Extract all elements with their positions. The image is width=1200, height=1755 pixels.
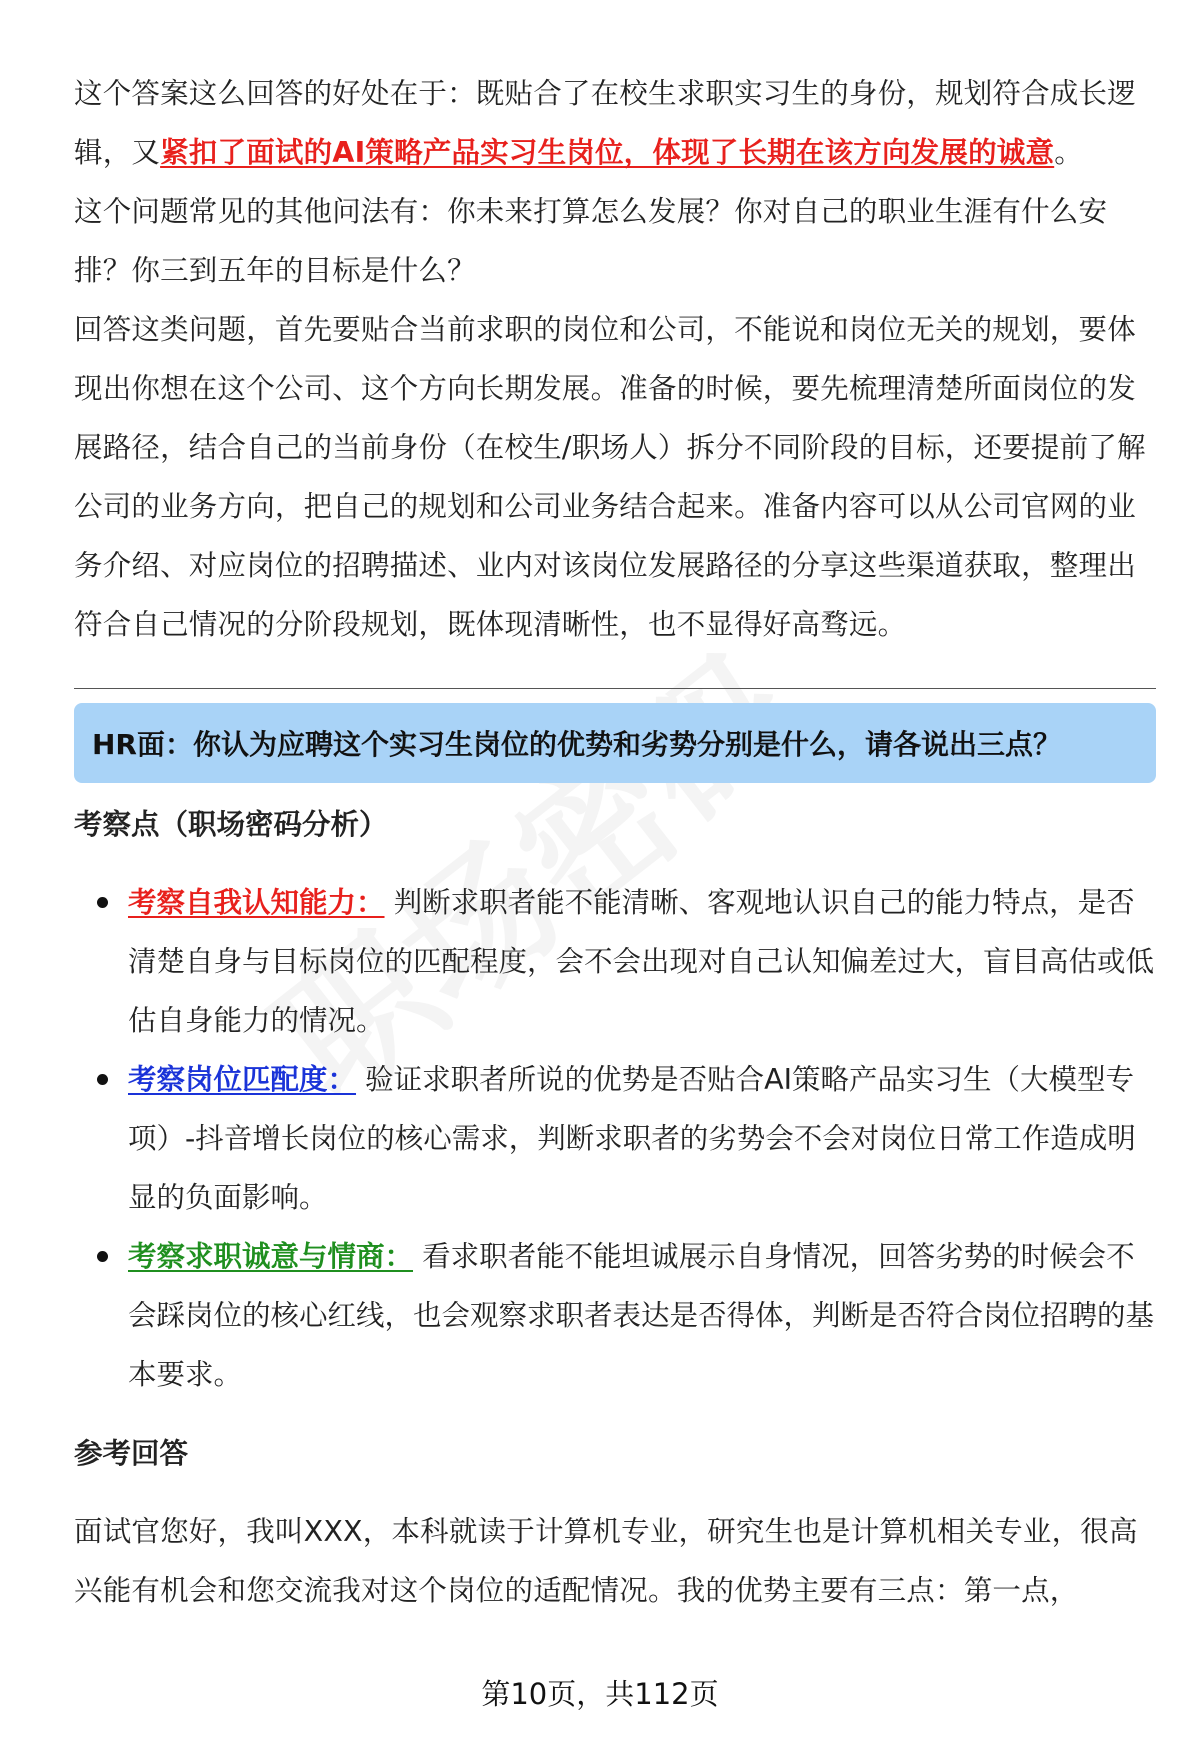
bullet-icon — [97, 1074, 108, 1085]
exam-points-heading: 考察点（职场密码分析） — [74, 808, 388, 841]
point-label-blue: 考察岗位匹配度： — [128, 1063, 357, 1096]
reference-paragraph: 面试官您好，我叫XXX，本科就读于计算机专业，研究生也是计算机相关专业，很高兴能有机会和您交流我对这个岗位的适配情况。我的优势主要有三点：第一点， — [74, 1515, 1138, 1607]
reference-heading: 参考回答 — [74, 1437, 189, 1470]
section-divider — [74, 688, 1156, 689]
intro-text-end: 。 — [1054, 136, 1083, 169]
intro-paragraph-3: 回答这类问题，首先要贴合当前求职的岗位和公司，不能说和岗位无关的规划，要体现出你想在这个公司、这个方向长期发展。准备的时候，要先梳理清楚所面岗位的发展路径，结合自己的当前身份（在校生/职场人）拆分不同阶段的目标，还要提前了解公司的业务方向，把自己的规划和公司业务结合起来。准备内容可以从公司官网的业务介绍、对应岗位的招聘描述、业内对该岗位发展路径的分享这些渠道获取，整理出符合自己情况的分阶段规划，既体现清晰性，也不显得好高骛远。 — [74, 313, 1146, 641]
point-text: 判断求职者能不能清晰、客观地认识自己的能力特点，是否清楚自身与目标岗位的匹配程度，会不会出现对自己认知偏差过大，盲目高估或低估自身能力的情况。 — [128, 886, 1155, 1037]
point-label-red: 考察自我认知能力： — [128, 886, 385, 919]
page-number-footer: 第10页，共112页 — [481, 1677, 719, 1711]
document-page — [74, 64, 1156, 1620]
list-item — [74, 1227, 1156, 1404]
point-label-green: 考察求职诚意与情商： — [128, 1240, 414, 1273]
point-text: 验证求职者所说的优势是否贴合AI策略产品实习生（大模型专项）-抖音增长岗位的核心需求，判断求职者的劣势会不会对岗位日常工作造成明显的负面影响。 — [128, 1063, 1136, 1214]
intro-paragraph-2: 这个问题常见的其他问法有：你未来打算怎么发展？你对自己的职业生涯有什么安排？你三到五年的目标是什么？ — [74, 195, 1108, 287]
question-box — [74, 703, 1156, 783]
question-text: HR面：你认为应聘这个实习生岗位的优势和劣势分别是什么，请各说出三点？ — [92, 728, 1061, 761]
bullet-icon — [97, 897, 108, 908]
exam-points-list — [74, 873, 1156, 1404]
highlight-text-red: 紧扣了面试的AI策略产品实习生岗位，体现了长期在该方向发展的诚意 — [160, 136, 1055, 169]
list-item — [74, 873, 1156, 1050]
bullet-icon — [97, 1251, 108, 1262]
point-text: 看求职者能不能坦诚展示自身情况，回答劣势的时候会不会踩岗位的核心红线，也会观察求职者表达是否得体，判断是否符合岗位招聘的基本要求。 — [128, 1240, 1155, 1391]
intro-paragraph-1 — [74, 64, 1156, 182]
list-item — [74, 1050, 1156, 1227]
intro-text: 这个答案这么回答的好处在于：既贴合了在校生求职实习生的身份，规划符合成长逻辑，又 — [74, 77, 1136, 169]
